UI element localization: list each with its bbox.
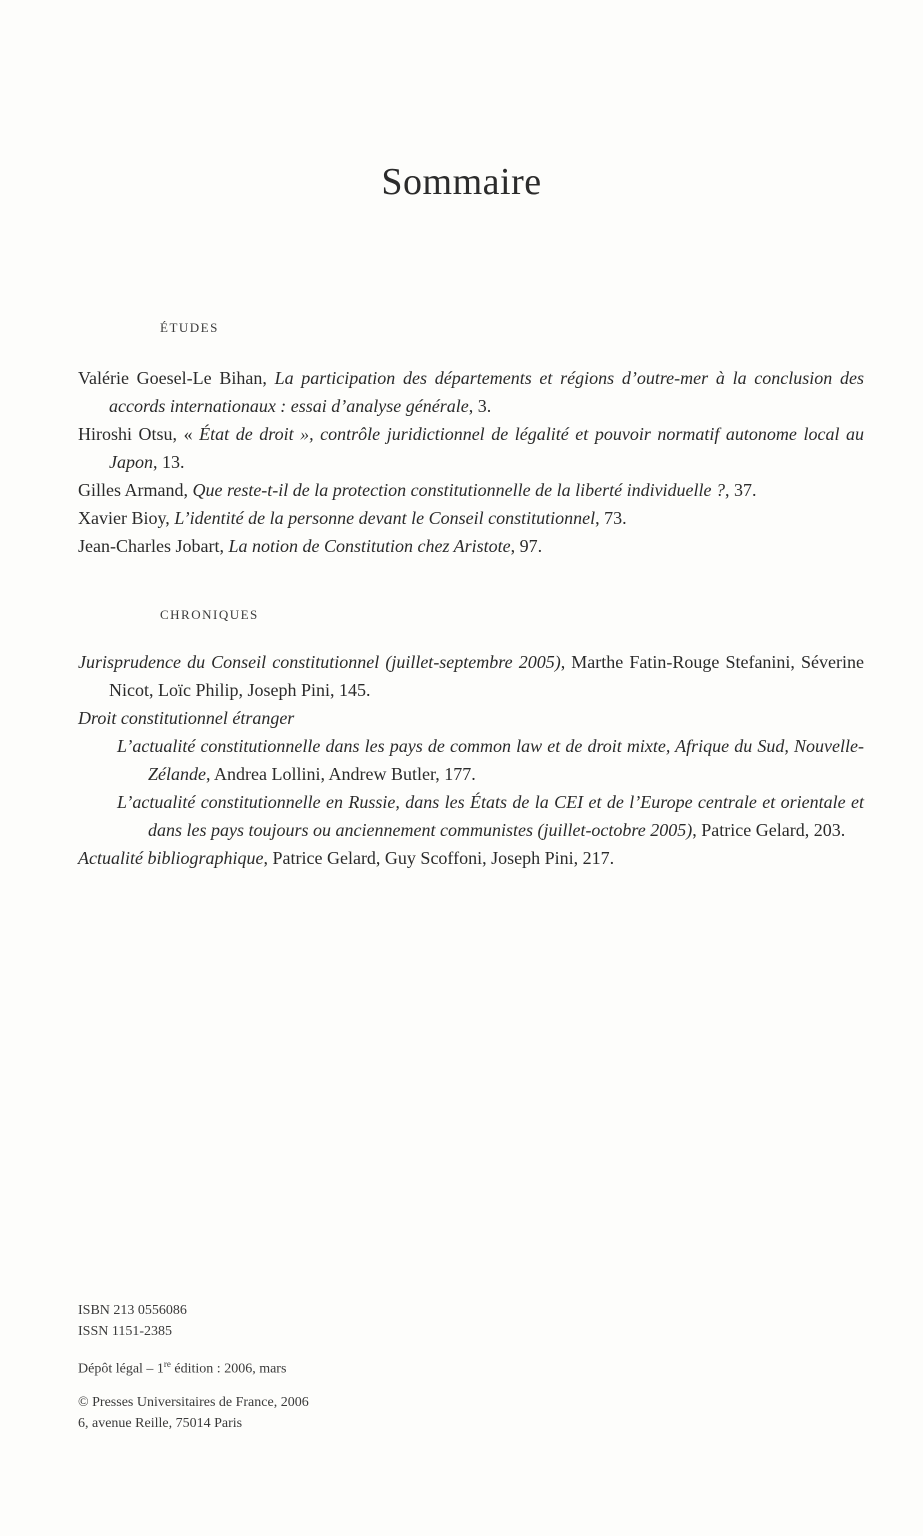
depot-legal-date: édition : 2006, mars <box>170 1361 287 1377</box>
toc-entry <box>78 476 864 504</box>
toc-entry <box>78 532 864 560</box>
entry-title: Jurisprudence du Conseil constitutionnel (juillet-septembre 2005) <box>78 652 561 672</box>
toc-entry <box>78 648 864 704</box>
toc-entry <box>78 704 864 732</box>
address-line: 6, avenue Reille, 75014 Paris <box>78 1415 243 1431</box>
entry-title: Actualité bibliographique <box>78 848 264 868</box>
entry-authors: , Marthe Fatin-Rouge Stefanini, Séverine Nicot, Loïc Philip, Joseph Pini, 145. <box>109 652 864 700</box>
toc-entry <box>78 844 864 872</box>
entry-page: , 97. <box>510 536 543 556</box>
depot-legal-line <box>78 1354 309 1380</box>
etudes-list <box>78 364 864 560</box>
entry-author: Gilles Armand, <box>78 480 193 500</box>
edition-superscript: re <box>163 1359 171 1369</box>
entry-title: L’actualité constitutionnelle dans les pays de common law et de droit mixte, Afrique du Sud, Nouvelle-Zélande <box>117 736 864 784</box>
copyright-line: © Presses Universitaires de France, 2006 <box>78 1394 309 1410</box>
entry-title: La participation des départements et régions d’outre-mer à la conclusion des accords internationaux : essai d’analyse générale <box>109 368 864 416</box>
entry-page: , 13. <box>153 452 185 472</box>
entry-title: La notion de Constitution chez Aristote <box>228 536 511 556</box>
entry-author: Xavier Bioy, <box>78 508 175 528</box>
entry-title: L’identité de la personne devant le Conseil constitutionnel <box>174 508 596 528</box>
entry-author: Hiroshi Otsu, « <box>78 424 200 444</box>
entry-title: Que reste-t-il de la protection constitutionnelle de la liberté individuelle ? <box>192 480 726 500</box>
entry-author: Jean-Charles Jobart, <box>78 536 229 556</box>
entry-authors: , Patrice Gelard, Guy Scoffoni, Joseph Pini, 217. <box>263 848 615 868</box>
toc-subentry <box>78 788 864 844</box>
colophon <box>78 1300 309 1434</box>
entry-title: État de droit », contrôle juridictionnel de légalité et pouvoir normatif autonome local au Japon <box>109 424 864 472</box>
depot-legal-text: Dépôt légal – 1 <box>78 1361 164 1377</box>
entry-author: Valérie Goesel-Le Bihan, <box>78 368 275 388</box>
entry-page: , 73. <box>595 508 627 528</box>
toc-subentry <box>78 732 864 788</box>
section-heading-etudes: ÉTUDES <box>160 320 219 335</box>
chroniques-list <box>78 648 864 872</box>
issn-line: ISSN 1151-2385 <box>78 1324 172 1339</box>
entry-title: L’actualité constitutionnelle en Russie, dans les États de la CEI et de l’Europe centrale et orientale et dans les pays toujours ou anciennement communistes (juillet-octobre 2005) <box>117 792 864 840</box>
toc-entry <box>78 364 864 420</box>
entry-page: , 3. <box>468 396 492 416</box>
isbn-line: ISBN 213 0556086 <box>78 1303 187 1318</box>
entry-page: , 37. <box>725 480 757 500</box>
entry-title: Droit constitutionnel étranger <box>78 708 295 728</box>
entry-authors: , Patrice Gelard, 203. <box>692 820 846 840</box>
entry-authors: , Andrea Lollini, Andrew Butler, 177. <box>206 764 476 784</box>
page-title: Sommaire <box>381 161 542 203</box>
toc-entry <box>78 504 864 532</box>
toc-entry <box>78 420 864 476</box>
section-heading-chroniques: CHRONIQUES <box>160 607 259 622</box>
